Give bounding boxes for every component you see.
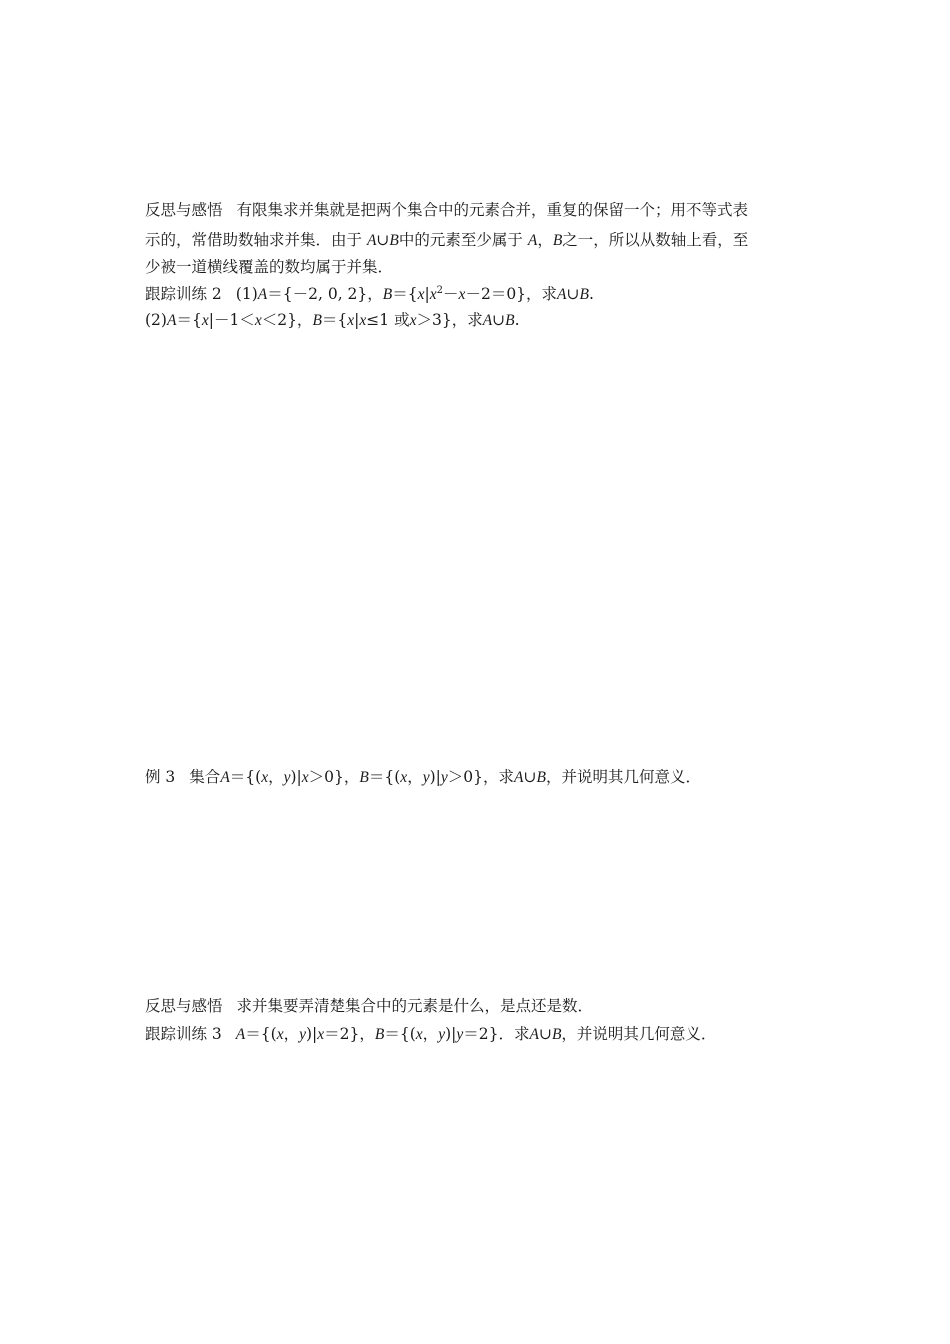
example-3: 例 3 集合A＝{(x，y)|x＞0}，B＝{(x，y)|y＞0}，求A∪B，并说明其几何意义． [145, 768, 701, 786]
exercise-label: 跟踪训练 3 [145, 1025, 222, 1043]
exercise-label: 跟踪训练 2 [145, 285, 222, 303]
reflection-text: 有限集求并集就是把两个集合中的元素合并，重复的保留一个；用不等式表 [236, 201, 749, 219]
reflection-1-line-2: 示的，常借助数轴求并集．由于 A∪B中的元素至少属于 A，B之一，所以从数轴上看，至 [145, 231, 749, 249]
exercise-2-part-2: (2)A＝{x|－1＜x＜2}，B＝{x|x≤1 或x＞3}，求A∪B. [145, 311, 520, 329]
reflection-label: 反思与感悟 [145, 201, 223, 219]
reflection-1-line-3: 少被一道横线覆盖的数均属于并集． [145, 258, 394, 276]
exercise-2-part-1: 跟踪训练 2 (1)A＝{－2, 0, 2}，$B=\{x|x^2-x-2=0\}$，求A∪B. [145, 285, 594, 303]
example-label: 例 3 [145, 768, 176, 786]
reflection-2 [145, 995, 593, 1017]
reflection-1-line-1 [145, 199, 748, 221]
reflection-label: 反思与感悟 [145, 997, 223, 1015]
exercise-3: 跟踪训练 3 A＝{(x，y)|x＝2}，B＝{(x，y)|y＝2}．求A∪B，并说明其几何意义． [145, 1025, 717, 1043]
reflection-text: 求并集要弄清楚集合中的元素是什么，是点还是数． [236, 997, 594, 1015]
